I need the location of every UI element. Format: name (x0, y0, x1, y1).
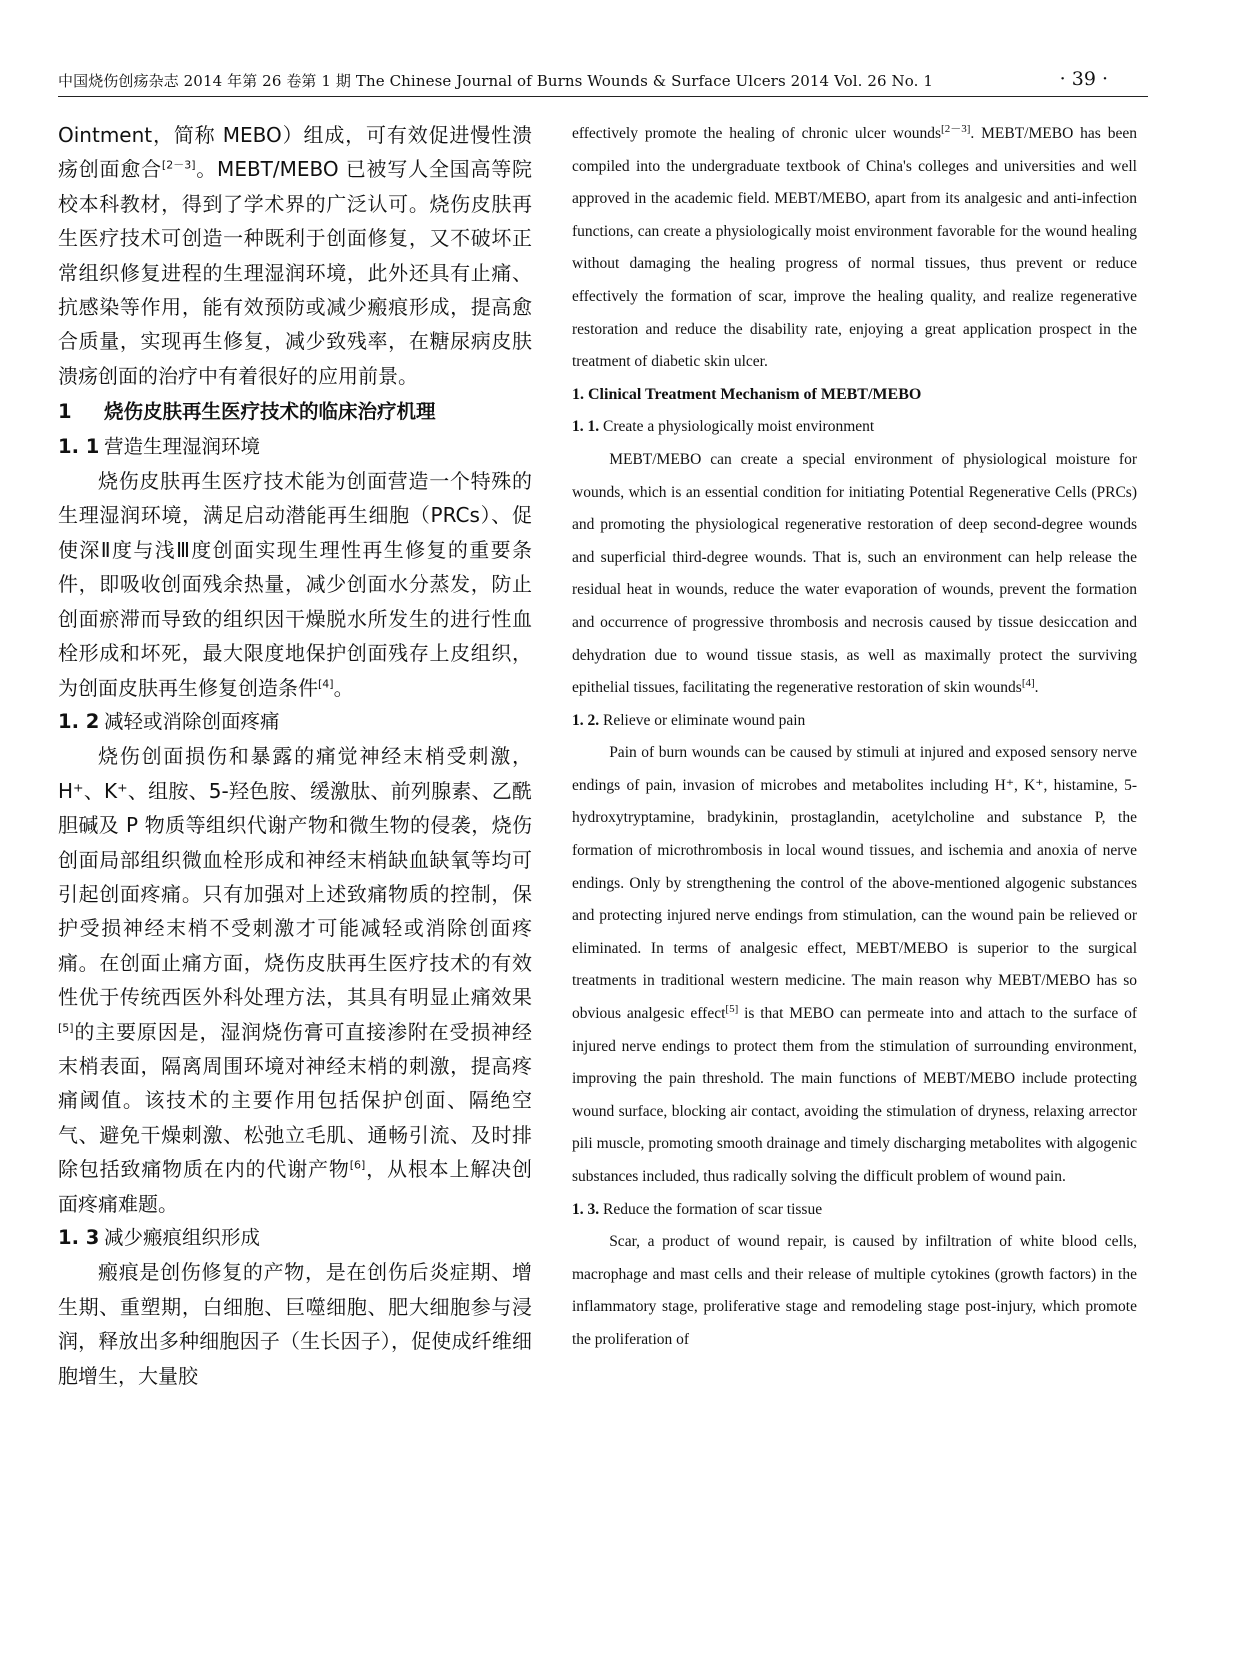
text: 烧伤创面损伤和暴露的痛觉神经末梢受刺激，H⁺、K⁺、组胺、5-羟色胺、缓激肽、前列腺素、乙酰胆碱及 P 物质等组织代谢产物和微生物的侵袭，烧伤创面局部组织微血栓形成和神经末梢缺血缺氧等均可引起创面疼痛。只有加强对上述致痛物质的控制，保护受损神经末梢不受刺激才可能减轻或消除创面疼痛。在创面止痛方面，烧伤皮肤再生医疗技术的有效性优于传统西医外科处理方法，其具有明显止痛效果 (58, 744, 532, 1010)
text: 。MEBT/MEBO 已被写人全国高等院校本科教材，得到了学术界的广泛认可。烧伤皮肤再生医疗技术可创造一种既利于创面修复，又不破坏正常组织修复进程的生理湿润环境，此外还具有止痛、抗感染等作用，能有效预防或减少瘢痕形成，提高愈合质量，实现再生修复，减少致残率，在糖尿病皮肤溃疡创面的治疗中有着很好的应用前景。 (58, 157, 533, 388)
text: 瘢痕是创伤修复的产物，是在创伤后炎症期、增生期、重塑期，白细胞、巨噬细胞、肥大细胞参与浸润，释放出多种细胞因子（生长因子），促使成纤维细胞增生，大量胶 (58, 1260, 532, 1388)
paragraph (58, 464, 532, 705)
section-title: 烧伤皮肤再生医疗技术的临床治疗机理 (104, 400, 436, 424)
english-column (572, 118, 1137, 1357)
subsection-number: 1. 1 (58, 434, 100, 458)
page-number: · 39 · (1059, 68, 1108, 90)
subsection-number: 1. 3 (58, 1226, 100, 1249)
text: is that MEBO can permeate into and attach to the surface of injured nerve endings to protect them from the stimulation of surrounding environment, improving the pain threshold. The main functions of MEBT/MEBO include protecting wound surface, blocking air contact, avoiding the stimulation of dryness, relaxing arrector pili muscle, promoting smooth drainage and timely discharging metabolites with algogenic substances included, thus radically solving the difficult problem of wound pain. (572, 1005, 1137, 1185)
subsection-title: Relieve or eliminate wound pain (603, 711, 806, 729)
subsection-title: 减轻或消除创面疼痛 (104, 709, 280, 733)
paragraph (572, 444, 1137, 705)
subsection-number: 1. 2. (572, 711, 600, 729)
subsection-heading (572, 705, 1137, 738)
citation: [6] (349, 1158, 366, 1172)
citation: [4] (1021, 676, 1035, 689)
paragraph (58, 739, 532, 1221)
paragraph (572, 1226, 1137, 1356)
subsection-title: 营造生理湿润环境 (104, 434, 261, 458)
paragraph (58, 118, 532, 393)
subsection-title: 减少瘢痕组织形成 (104, 1226, 261, 1249)
citation: [5] (725, 1002, 739, 1015)
paragraph (58, 1255, 532, 1393)
section-number: 1 (58, 400, 72, 424)
subsection-number: 1. 1. (572, 418, 600, 436)
text: effectively promote the healing of chronic ulcer wounds (572, 125, 942, 142)
subsection-heading (572, 411, 1137, 444)
text: 。 (333, 675, 354, 700)
paragraph (572, 118, 1137, 379)
text: . MEBT/MEBO has been compiled into the undergraduate textbook of China's colleges and universities and well approved in the academic field. MEBT/MEBO, apart from its analgesic and anti-infection functions, can create a physiologically moist environment favorable for the wound healing without damaging the healing progress of normal tissues, thus prevent or reduce effectively the formation of scar, improve the healing quality, and realize regenerative restoration and reduce the disability rate, enjoying a great application prospect in the treatment of diabetic skin ulcer. (572, 125, 1137, 371)
text: Ointment，简称 MEBO）组成，可有效促进慢性溃疡创面愈合 (58, 123, 532, 182)
text: ，从根本上解决创面疼痛难题。 (58, 1157, 533, 1216)
subsection-heading (58, 430, 532, 464)
paragraph (572, 737, 1137, 1193)
subsection-number: 1. 3. (572, 1200, 600, 1218)
text: 烧伤皮肤再生医疗技术能为创面营造一个特殊的生理湿润环境，满足启动潜能再生细胞（PRCs）、促使深Ⅱ度与浅Ⅲ度创面实现生理性再生修复的重要条件，即吸收创面残余热量，减少创面水分蒸发，防止创面瘀滞而导致的组织因干燥脱水所发生的进行性血栓形成和坏死，最大限度地保护创面残存上皮组织，为创面皮肤再生修复创造条件 (58, 469, 532, 700)
journal-title: 中国烧伤创疡杂志 2014 年第 26 卷第 1 期 The Chinese Journal of Burns Wounds & Surface Ulcers 2014 Vol. 26 No. 1 (58, 72, 934, 90)
subsection-number: 1. 2 (58, 709, 100, 733)
subsection-heading (58, 705, 532, 739)
chinese-column (58, 118, 532, 1393)
citation: [4] (318, 676, 334, 690)
section-heading (58, 395, 532, 429)
subsection-title: Reduce the formation of scar tissue (603, 1200, 823, 1218)
section-heading: 1. Clinical Treatment Mechanism of MEBT/MEBO (572, 385, 922, 403)
text: Scar, a product of wound repair, is caused by infiltration of white blood cells, macrophage and mast cells and their release of multiple cytokines (growth factors) in the inflammatory stage, proliferative stage and remodeling stage post-injury, which promote the proliferation of (572, 1233, 1137, 1348)
subsection-heading (58, 1221, 532, 1255)
running-header (58, 64, 1148, 97)
text: . (1034, 679, 1039, 697)
subsection-title: Create a physiologically moist environment (603, 418, 875, 436)
text: Pain of burn wounds can be caused by stimuli at injured and exposed sensory nerve endings of pain, invasion of microbes and metabolites including H⁺, K⁺, histamine, 5-hydroxytryptamine, bradykinin, prostaglandin, acetylcholine and substance P, the formation of microthrombosis in local wound tissues, and ischemia and anoxia of nerve endings. Only by strengthening the control of the above-mentioned algogenic substances and protecting injured nerve endings from stimulation, can the wound pain be relieved or eliminated. In terms of analgesic effect, MEBT/MEBO is superior to the surgical treatments in traditional western medicine. The main reason why MEBT/MEBO has so obvious analgesic effect (572, 744, 1137, 1023)
text: 的主要原因是，湿润烧伤膏可直接渗附在受损神经末梢表面，隔离周围环境对神经末梢的刺激，提高疼痛阈值。该技术的主要作用包括保护创面、隔绝空气、避免干燥刺激、松弛立毛肌、通畅引流、及时排除包括致痛物质在内的代谢产物 (58, 1019, 532, 1182)
citation: [5] (58, 1020, 74, 1034)
subsection-heading (572, 1194, 1137, 1227)
citation: [2－3] (161, 158, 196, 172)
text: MEBT/MEBO can create a special environment of physiological moisture for wounds, which is an essential condition for initiating Potential Regenerative Cells (PRCs) and promoting the physiological regenerative restoration of deep second-degree wounds and superficial third-degree wounds. That is, such an environment can help release the residual heat in wounds, reduce the water evaporation of wounds, prevent the formation and occurrence of progressive thrombosis and necrosis caused by tissue desiccation and dehydration due to wound tissue stasis, as well as maximally protect the surviving epithelial tissues, facilitating the regenerative restoration of skin wounds (572, 450, 1137, 697)
citation: [2－3] (941, 122, 971, 135)
